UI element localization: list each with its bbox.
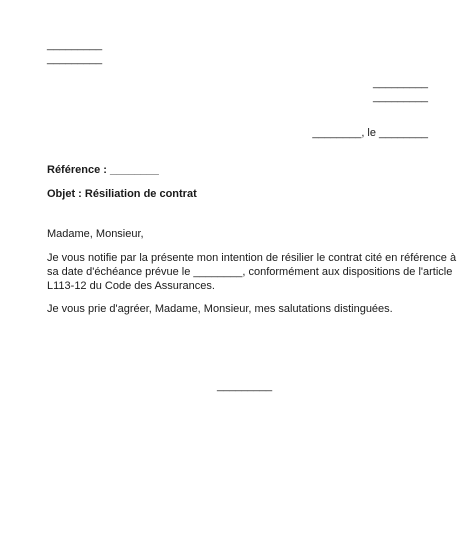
reference-line: Référence : ________	[47, 164, 159, 176]
place-and-date: ________, le ________	[312, 127, 428, 139]
closing-formula: Je vous prie d'agréer, Madame, Monsieur, mes salutations distinguées.	[47, 303, 393, 315]
body-line-2: sa date d'échéance prévue le ________, conformément aux dispositions de l'article	[47, 266, 453, 278]
recipient-address-blank: _________	[372, 91, 428, 103]
sender-name-blank: _________	[47, 39, 103, 51]
salutation: Madame, Monsieur,	[47, 228, 144, 240]
signature-blank: _________	[217, 380, 273, 392]
recipient-name-blank: _________	[372, 77, 428, 89]
body-line-1: Je vous notifie par la présente mon intention de résilier le contrat cité en référence à	[47, 252, 457, 264]
sender-address-blank: _________	[47, 53, 103, 65]
body-line-3: L113-12 du Code des Assurances.	[47, 280, 215, 292]
subject-line: Objet : Résiliation de contrat	[47, 188, 197, 200]
body-paragraph	[47, 251, 457, 293]
